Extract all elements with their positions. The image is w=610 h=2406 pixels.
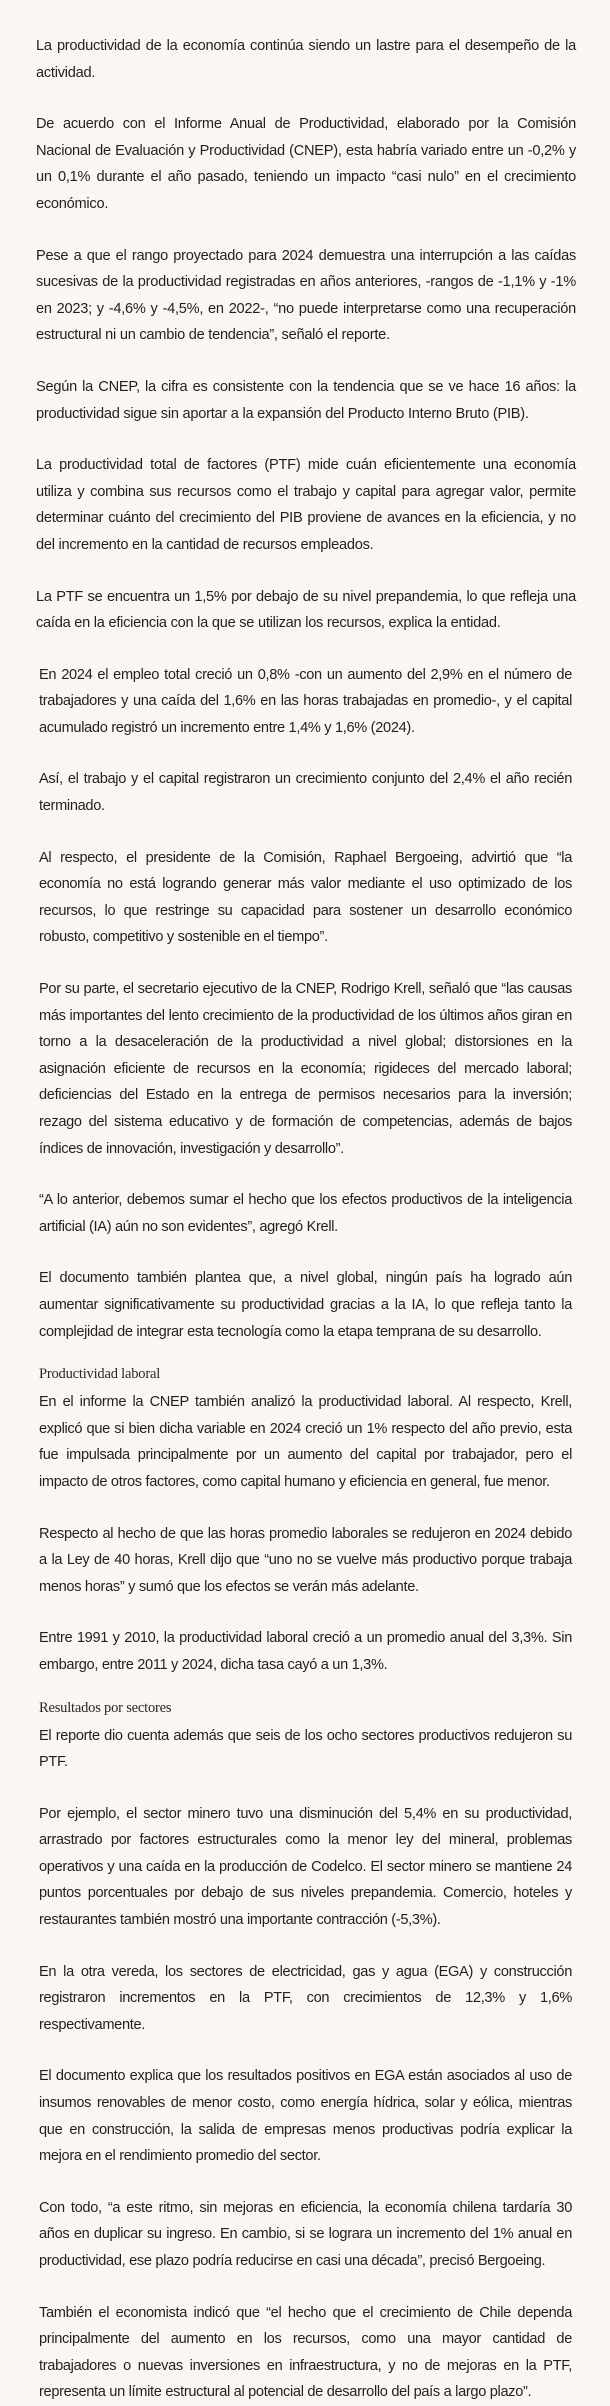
paragraph: La PTF se encuentra un 1,5% por debajo de su nivel prepandemia, lo que refleja una caída en la eficiencia con la que se utilizan los recursos, explica la entidad. <box>36 588 576 632</box>
paragraph: Por ejemplo, el sector minero tuvo una disminución del 5,4% en su productividad, arrastrado por factores estructurales como la menor ley del mineral, problemas operativos y una caída en la producción de Codelco. El sector minero se mantiene 24 puntos porcentuales por debajo de sus niveles prepandemia. Comercio, hoteles y restaurantes también mostró una importante contracción (-5,3%). <box>39 1805 572 1929</box>
article-section-details <box>39 662 572 2406</box>
paragraph: La productividad total de factores (PTF) mide cuán eficientemente una economía utiliza y combina sus recursos como el trabajo y capital para agregar valor, permite determinar cuánto del crecimiento del PIB proviene de avances en la eficiencia, y no del incremento en la cantidad de recursos empleados. <box>36 457 576 553</box>
paragraph: “A lo anterior, debemos sumar el hecho que los efectos productivos de la inteligencia artificial (IA) aún no son evidentes”, agregó Krell. <box>39 1192 572 1235</box>
paragraph: Así, el trabajo y el capital registraron un crecimiento conjunto del 2,4% el año recién terminado. <box>39 771 572 815</box>
paragraph: De acuerdo con el Informe Anual de Productividad, elaborado por la Comisión Nacional de Evaluación y Productividad (CNEP), esta habría variado entre un -0,2% y un 0,1% durante el año pasado, teniendo un impacto “casi nulo” en el crecimiento económico. <box>36 116 576 212</box>
paragraph: El documento explica que los resultados positivos en EGA están asociados al uso de insumos renovables de menor costo, como energía hídrica, solar y eólica, mientras que en construcción, la salida de empresas menos productivas podría explicar la mejora en el rendimiento promedio del sector. <box>39 2068 572 2165</box>
paragraph: Respecto al hecho de que las horas promedio laborales se redujeron en 2024 debido a la Ley de 40 horas, Krell dijo que “uno no se vuelve más productivo porque trabaja menos horas” y sumó que los efectos se verán más adelante. <box>39 1525 572 1595</box>
paragraph: En 2024 el empleo total creció un 0,8% -con un aumento del 2,9% en el número de trabajadores y una caída del 1,6% en las horas trabajadas en promedio-, y el capital acumulado registró un incremento entre 1,4% y 1,6% (2024). <box>39 666 572 736</box>
paragraph: En la otra vereda, los sectores de electricidad, gas y agua (EGA) y construcción registraron incrementos en la PTF, con crecimientos de 12,3% y 1,6% respectivamente. <box>39 1963 572 2033</box>
paragraph: Al respecto, el presidente de la Comisión, Raphael Bergoeing, advirtió que “la economía no está logrando generar más valor mediante el uso optimizado de los recursos, lo que restringe su capacidad para sostener un desarrollo económico robusto, competitivo y sostenible en el tiempo”. <box>39 849 572 946</box>
paragraph: El documento también plantea que, a nivel global, ningún país ha logrado aún aumentar significativamente su productividad gracias a la IA, lo que refleja tanto la complejidad de integrar esta tecnología como la etapa temprana de su desarrollo. <box>39 1270 572 1340</box>
paragraph: Entre 1991 y 2010, la productividad laboral creció a un promedio anual del 3,3%. Sin embargo, entre 2011 y 2024, dicha tasa cayó a un 1,3%. <box>39 1630 572 1673</box>
paragraph: Según la CNEP, la cifra es consistente con la tendencia que se ve hace 16 años: la productividad sigue sin aportar a la expansión del Producto Interno Bruto (PIB). <box>36 378 576 422</box>
paragraph: También el economista indicó que “el hecho que el crecimiento de Chile dependa principalmente del aumento en los recursos, como una mayor cantidad de trabajadores o nuevas inversiones en infraestructura, y no de mejoras en la PTF, representa un límite estructural al potencial de desarrollo del país a largo plazo”. <box>39 2304 572 2401</box>
paragraph: Pese a que el rango proyectado para 2024 demuestra una interrupción a las caídas sucesivas de la productividad registradas en años anteriores, -rangos de -1,1% y -1% en 2023; y -4,6% y -4,5%, en 2022-, “no puede interpretarse como una recuperación estructural ni un cambio de tendencia”, señaló el reporte. <box>36 247 576 344</box>
paragraph: La productividad de la economía continúa siendo un lastre para el desempeño de la actividad. <box>36 38 576 81</box>
paragraph: El reporte dio cuenta además que seis de los ocho sectores productivos redujeron su PTF. <box>39 1727 572 1771</box>
article-section-intro <box>36 33 576 637</box>
section-heading-sector-results: Resultados por sectores <box>39 1699 172 1716</box>
paragraph: Con todo, “a este ritmo, sin mejoras en eficiencia, la economía chilena tardaría 30 años en duplicar su ingreso. En cambio, si se lograra un incremento del 1% anual en productividad, ese plazo podría reducirse en casi una década”, precisó Bergoeing. <box>39 2199 572 2269</box>
paragraph: En el informe la CNEP también analizó la productividad laboral. Al respecto, Krell, explicó que si bien dicha variable en 2024 creció un 1% respecto del año previo, esta fue impulsada principalmente por un aumento del capital por trabajador, pero el impacto de otros factores, como capital humano y eficiencia en general, fue menor. <box>39 1394 572 1490</box>
section-heading-labor-productivity: Productividad laboral <box>39 1366 161 1383</box>
paragraph: Por su parte, el secretario ejecutivo de la CNEP, Rodrigo Krell, señaló que “las causas más importantes del lento crecimiento de la productividad de los últimos años giran en torno a la desaceleración de la productividad a nivel global; distorsiones en la asignación eficiente de recursos en la economía; rigideces del mercado laboral; deficiencias del Estado en la entrega de permisos necesarios para la inversión; rezago del sistema educativo y de formación de competencias, además de bajos índices de innovación, investigación y desarrollo”. <box>39 981 572 1157</box>
